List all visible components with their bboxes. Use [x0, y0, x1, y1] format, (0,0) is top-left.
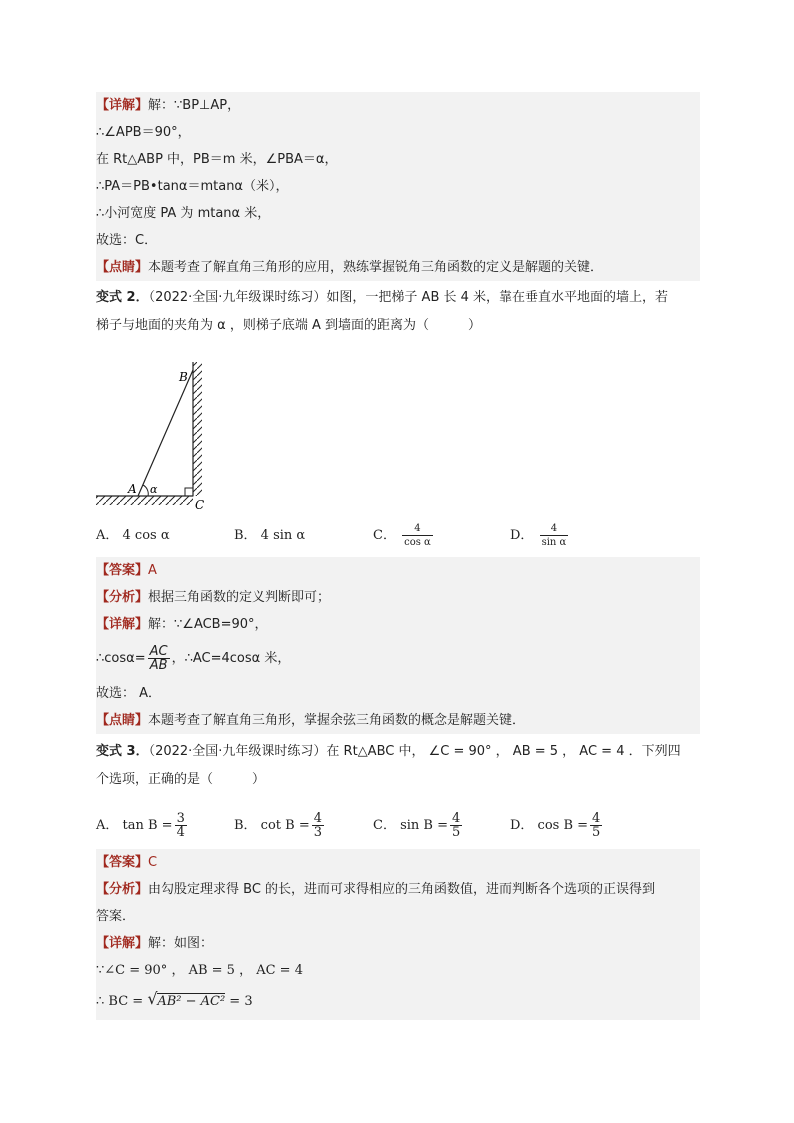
result-line: ∴ BC = √ AB² − AC² = 3	[96, 984, 700, 1020]
option-a: A． tan B = $\frac{3}{4}$	[96, 811, 185, 840]
ladder-figure	[92, 348, 222, 518]
analysis-line-2: 答案．	[96, 903, 700, 930]
question-2-line-1: 变式 2．（2022·全国·九年级课时练习）如图，一把梯子 AB 长 4 米，靠在垂直水平地面的墙上，若	[96, 290, 669, 305]
solution-line: ∴PA＝PB•tanα＝mtanα（米），	[96, 173, 700, 200]
question-3-line-2: 个选项，正确的是（ ）	[96, 772, 266, 787]
option-d: D． cos B = $\frac{4}{5}$	[510, 811, 601, 840]
detail-line: 【详解】解：如图：	[96, 930, 700, 957]
detail-label: 【详解】	[96, 98, 149, 113]
question-label: 变式 2．	[96, 290, 149, 305]
detail-line: 【详解】解：∵∠ACB=90°，	[96, 611, 700, 638]
formula-line: ∴cosα= $\frac{AC}{AB}$ ，∴AC=4cosα 米，	[96, 638, 700, 680]
ladder-line	[138, 370, 193, 496]
question-label: 变式 3．	[96, 744, 149, 759]
point-a-label: A	[128, 482, 137, 496]
solution-comment: 【点睛】本题考查了解直角三角形的应用，熟练掌握锐角三角函数的定义是解题的关键．	[96, 254, 700, 281]
analysis-line: 【分析】根据三角函数的定义判断即可；	[96, 584, 700, 611]
right-angle-mark	[185, 488, 193, 496]
solution-line: 在 Rt△ABP 中，PB＝m 米，∠PBA＝α，	[96, 146, 700, 173]
comment-label: 【点睛】	[96, 260, 149, 275]
ground-hatch	[96, 496, 193, 505]
option-d: D． $\frac{4}{\text{sin α}}$	[510, 523, 567, 548]
option-b: B． 4 sin α	[234, 528, 306, 543]
solution-detail-line: 【详解】解：∵BP⊥AP，	[96, 92, 700, 119]
analysis-line: 【分析】由勾股定理求得 BC 的长，进而可求得相应的三角函数值，进而判断各个选项的正误得到	[96, 876, 700, 903]
sqrt-icon: √	[147, 989, 158, 1008]
option-c: C． sin B = $\frac{4}{5}$	[373, 811, 461, 840]
point-c-label: C	[195, 498, 205, 512]
solution-choice: 故选：C．	[96, 227, 700, 254]
given-line: ∵∠C = 90° ， AB = 5 ， AC = 4	[96, 957, 700, 984]
question-3-line-1: 变式 3．（2022·全国·九年级课时练习）在 Rt△ABC 中， ∠C = 90° ， AB = 5 ， AC = 4 ．下列四	[96, 744, 681, 759]
answer-line: 【答案】A	[96, 557, 700, 584]
solution-line: ∴∠APB＝90°，	[96, 119, 700, 146]
comment-line: 【点睛】本题考查了解直角三角形，掌握余弦三角函数的概念是解题关键．	[96, 707, 700, 734]
option-a: A． 4 cos α	[96, 528, 170, 543]
wall-hatch	[193, 362, 202, 496]
option-b: B． cot B = $\frac{4}{3}$	[234, 811, 323, 840]
solution-line: ∴小河宽度 PA 为 mtanα 米，	[96, 200, 700, 227]
angle-arc	[143, 485, 148, 496]
angle-alpha-label: α	[150, 483, 158, 496]
choice-line: 故选： A．	[96, 680, 700, 707]
sqrt-expression: √ AB² − AC²	[147, 984, 225, 1020]
option-c: C． $\frac{4}{\text{cos α}}$	[373, 523, 431, 548]
question-2-line-2: 梯子与地面的夹角为 α ，则梯子底端 A 到墙面的距离为（ ）	[96, 318, 481, 333]
point-b-label: B	[179, 370, 188, 384]
answer-line: 【答案】C	[96, 849, 700, 876]
